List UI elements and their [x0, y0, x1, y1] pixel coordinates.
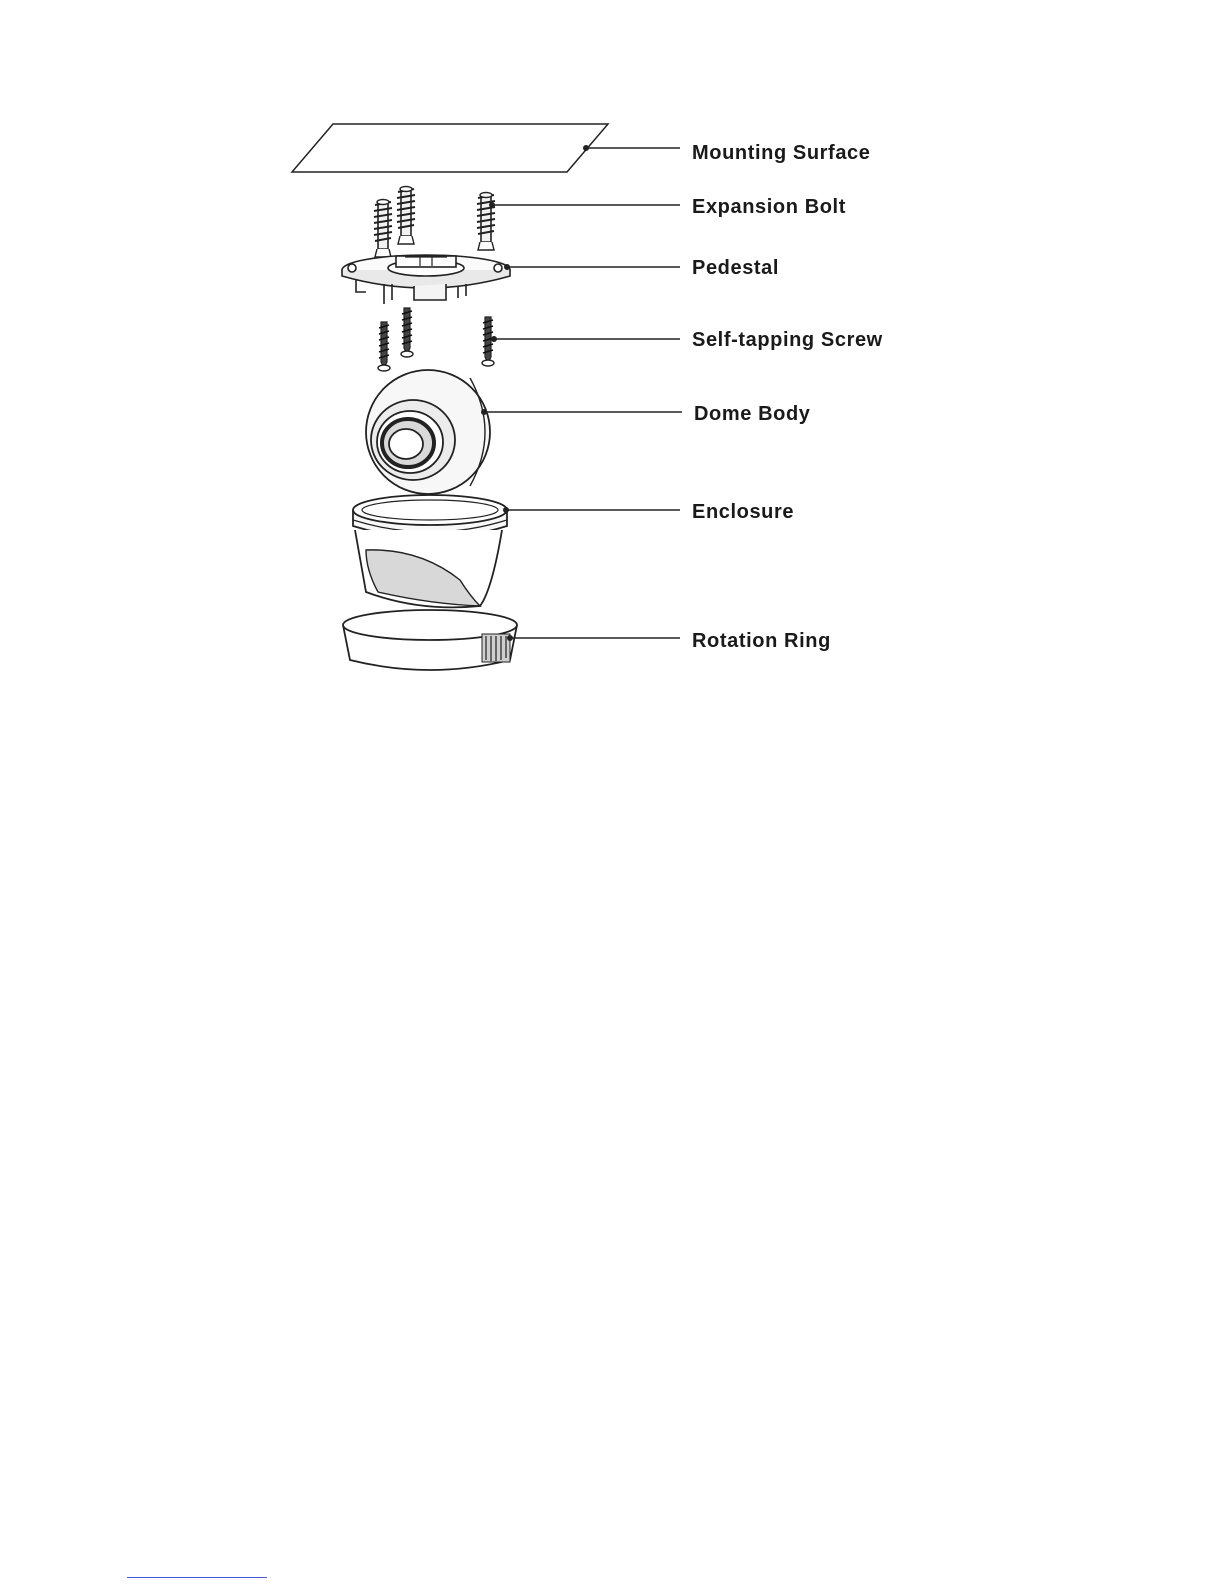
label-mounting-surface: Mounting Surface — [692, 142, 871, 164]
dome-body-part — [366, 370, 490, 494]
label-enclosure: Enclosure — [692, 501, 795, 523]
leader-dot-mounting-surface — [583, 145, 589, 151]
leader-dot-self-tapping-screw — [491, 336, 497, 342]
leader-dot-pedestal — [504, 264, 510, 270]
label-rotation-ring: Rotation Ring — [692, 630, 831, 652]
self-tapping-screws — [378, 308, 494, 371]
footnote-rule — [127, 1577, 267, 1578]
pedestal-part — [342, 255, 510, 304]
label-dome-body: Dome Body — [694, 403, 811, 425]
enclosure-part — [353, 495, 507, 607]
leader-dot-dome-body — [481, 409, 487, 415]
mounting-surface-plate — [292, 124, 608, 172]
label-expansion-bolt: Expansion Bolt — [692, 196, 846, 218]
rotation-ring-part — [343, 610, 517, 670]
leader-dot-rotation-ring — [507, 635, 513, 641]
leader-dot-enclosure — [503, 507, 509, 513]
callout-labels — [481, 142, 883, 652]
label-self-tapping-screw: Self-tapping Screw — [692, 329, 883, 351]
leader-dot-expansion-bolt — [489, 202, 495, 208]
expansion-bolts — [374, 187, 495, 258]
label-pedestal: Pedestal — [692, 257, 780, 279]
